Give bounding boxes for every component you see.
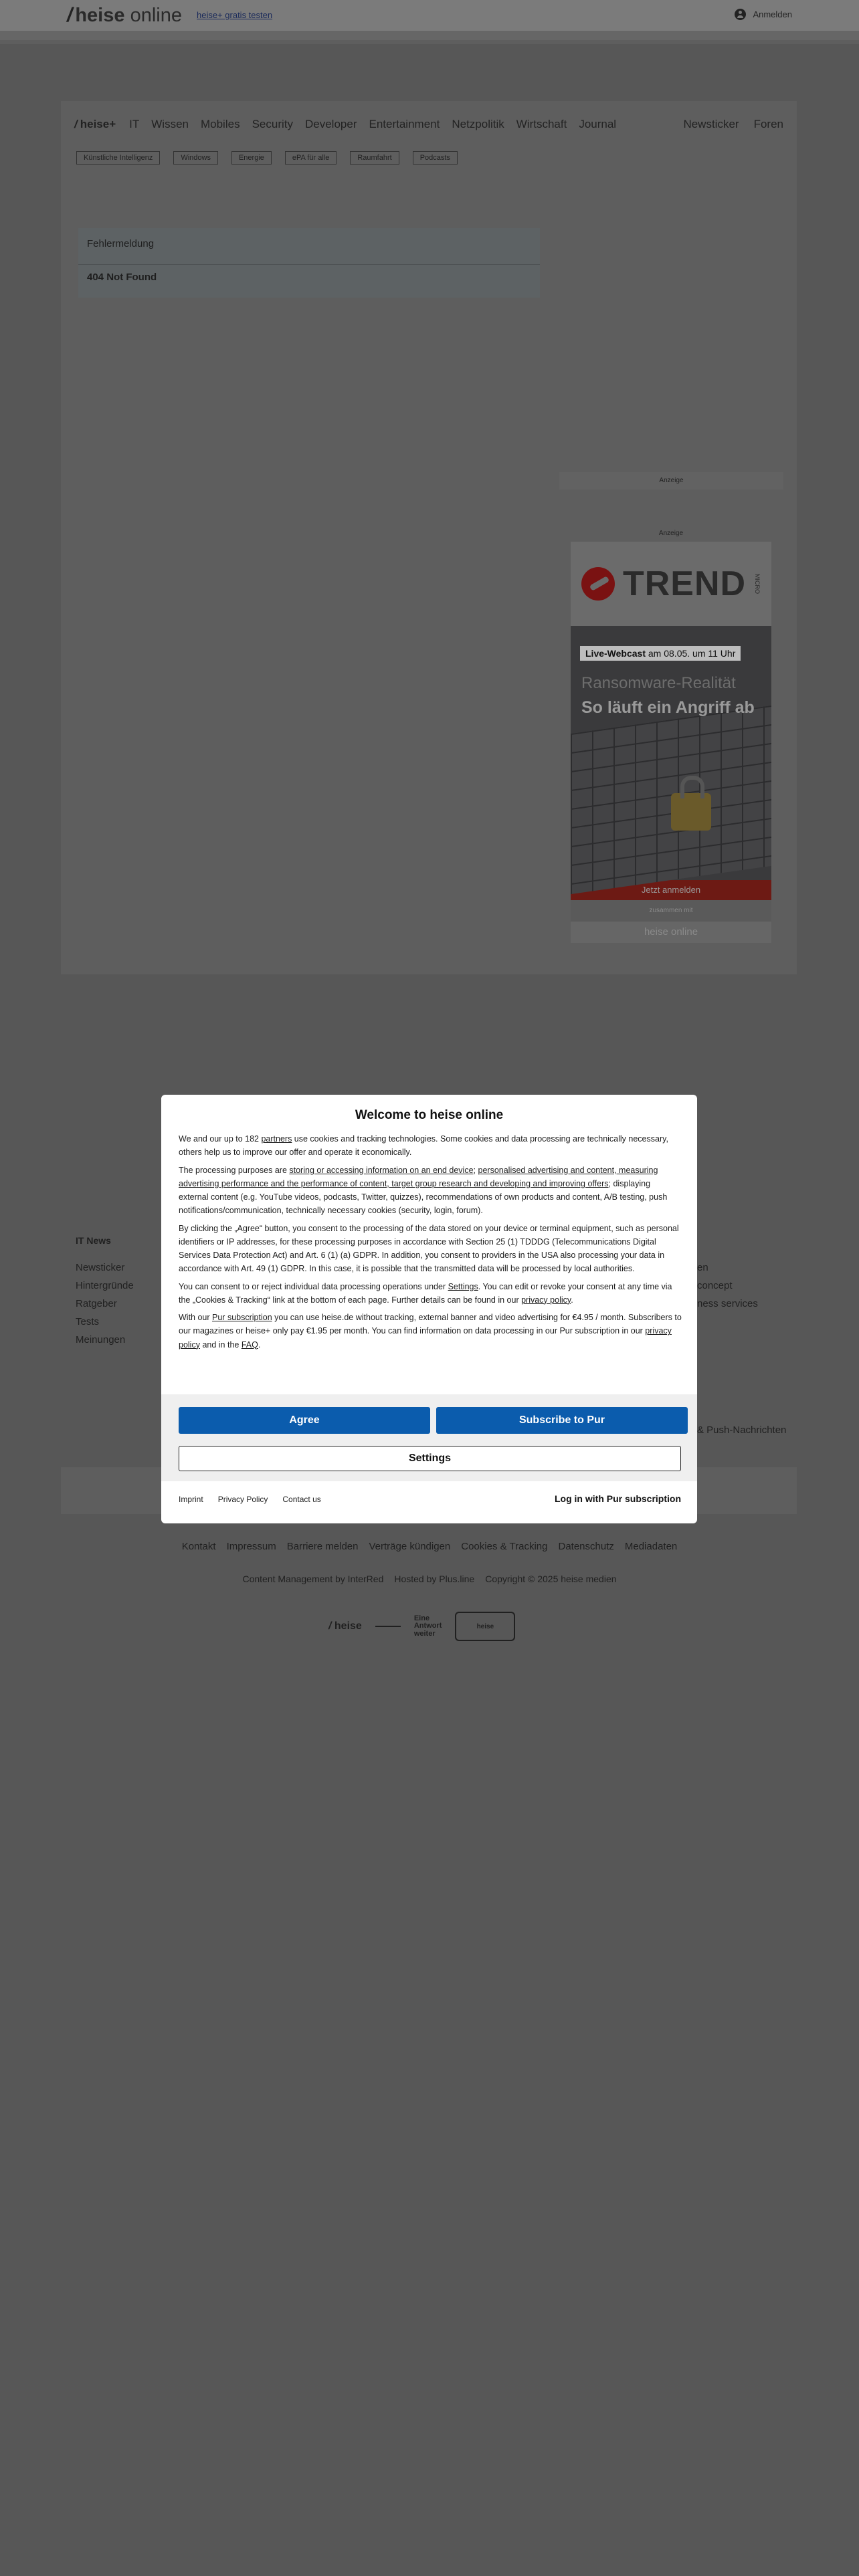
nav-item-wissen[interactable]: Wissen [151, 118, 189, 130]
ad-cta-button[interactable]: Jetzt anmelden [571, 880, 771, 900]
footer-bottom-links [0, 1541, 859, 1552]
footer-link-hintergruende[interactable]: Hintergründe [76, 1280, 134, 1291]
footer-link-partial-2[interactable]: concept [697, 1280, 733, 1291]
login-button[interactable] [735, 9, 792, 20]
error-divider [78, 264, 540, 265]
ad-slot-top: Anzeige [559, 472, 783, 490]
footer-link-mediadaten[interactable]: Mediadaten [624, 1541, 678, 1552]
consent-title: Welcome to heise online [355, 1108, 504, 1122]
trend-micro-logo-icon [581, 567, 615, 601]
consent-paragraph-5: With our Pur subscription you can use heise.de without tracking, external banner and video advertising for €4.95 / month. Subscribers to our magazines or heise+ only pay €1.95 per month. You can find information on data processing in our Pur subscription in our privacy policy and in the FAQ. [179, 1313, 682, 1350]
login-label: Anmelden [753, 9, 792, 19]
privacy-policy-footer-link[interactable]: Privacy Policy [217, 1495, 268, 1504]
footer-logos [328, 1612, 515, 1641]
footer-heading-it-news: IT News [76, 1235, 111, 1246]
footer-link-tests[interactable]: Tests [76, 1316, 100, 1327]
footer-link-partial-1[interactable]: en [697, 1262, 708, 1273]
consent-text [179, 1132, 682, 1356]
ad-image [571, 626, 771, 880]
consent-paragraph-1: We and our up to 182 partners use cookies and tracking technologies. Some cookies and data processing are technically necessary, others help us to improve our offer and operate it economically. [179, 1134, 668, 1158]
footer-badge[interactable]: heise [455, 1612, 515, 1641]
heise-online-logo[interactable]: / heise online [67, 4, 182, 26]
trend-micro-ad[interactable] [571, 542, 771, 943]
nav-item-wirtschaft[interactable]: Wirtschaft [516, 118, 567, 130]
footer-meta-cms[interactable]: Content Management by InterRed [242, 1574, 384, 1584]
footer-link-newsticker[interactable]: Newsticker [76, 1262, 125, 1273]
footer-meta [0, 1574, 859, 1584]
heise-footer-logo[interactable]: / heise [328, 1620, 362, 1632]
nav-item-mobiles[interactable]: Mobiles [200, 118, 240, 130]
nav-item-developer[interactable]: Developer [305, 118, 357, 130]
consent-footer-links [179, 1495, 321, 1504]
heise-slash-icon: / [67, 4, 73, 26]
footer-link-cookies[interactable]: Cookies & Tracking [461, 1541, 548, 1552]
settings-link[interactable]: Settings [448, 1281, 478, 1291]
footer-push-link[interactable]: & Push-Nachrichten [697, 1424, 787, 1436]
nav-item-journal[interactable]: Journal [579, 118, 617, 130]
ad-header [571, 542, 771, 626]
footer-link-kontakt[interactable]: Kontakt [181, 1541, 216, 1552]
privacy-policy-link[interactable]: privacy policy [521, 1295, 571, 1305]
ad-webcast-label: Live-Webcast am 08.05. um 11 Uhr [580, 646, 741, 661]
heise-plus-nav-logo[interactable]: / heise+ [74, 118, 116, 130]
tag-raumfahrt[interactable]: Raumfahrt [350, 151, 399, 165]
tag-podcasts[interactable]: Podcasts [413, 151, 458, 165]
header-shadow [0, 31, 859, 40]
ad-subheadline: Ransomware-Realität [581, 674, 736, 692]
header-divider [0, 40, 859, 44]
agree-button[interactable]: Agree [179, 1407, 430, 1434]
consent-paragraph-2: The processing purposes are storing or accessing information on an end device; personalised advertising and content, measuring advertising performance and the performance of content, target group research and developing and improving offers; displaying external content (e.g. YouTube videos, podcasts, Twitter, quizzes), recommendations of own products and content, A/B testing, push notifications/communication, technically necessary cookies (security, login, forum). [179, 1165, 668, 1216]
faq-link[interactable]: FAQ [241, 1339, 258, 1350]
footer-link-ratgeber[interactable]: Ratgeber [76, 1298, 117, 1309]
error-title: Fehlermeldung [87, 238, 155, 249]
pur-subscription-link[interactable]: Pur subscription [212, 1313, 272, 1322]
pur-privacy-policy-link[interactable]: privacy policy [179, 1326, 672, 1350]
consent-paragraph-4: You can consent to or reject individual data processing operations under Settings. You can edit or revoke your consent at any time via the „Cookies & Tracking“ link at the bottom of each page. Further details can be found in our privacy policy. [179, 1281, 672, 1305]
user-icon [735, 9, 746, 20]
consent-paragraph-3: By clicking the „Agree“ button, you consent to the processing of the data stored on your device or terminal equipment, such as personal identifiers or IP addresses, for these processing purposes in accordance with Section 25 (1) TDDDG (Telecommunications Digital Services Data Protection Act) and Art. 6 (1) (a) GDPR. In addition, you consent to providers in the USA also processing your data in accordance with Art. 49 (1) GDPR. In this case, it is possible that the transmitted data will be processed by local authorities. [179, 1223, 679, 1274]
footer-link-impressum[interactable]: Impressum [226, 1541, 276, 1552]
footer-divider-line [375, 1626, 401, 1627]
padlock-icon [671, 793, 711, 831]
top-header [0, 0, 859, 31]
ad-brand: TREND [622, 564, 747, 603]
nav-item-newsticker[interactable]: Newsticker [683, 118, 739, 130]
subscribe-pur-button[interactable]: Subscribe to Pur [436, 1407, 688, 1434]
tag-energie[interactable]: Energie [231, 151, 272, 165]
ad-footer-brand: heise online [571, 922, 771, 943]
main-nav [74, 114, 783, 134]
footer-link-barriere[interactable]: Barriere melden [286, 1541, 359, 1552]
topic-tags [76, 151, 458, 165]
footer-link-meinungen[interactable]: Meinungen [76, 1334, 126, 1346]
personalised-ads-link[interactable]: personalised advertising and content, measuring advertising performance and the performance of content, target group research and developing and improving offers [179, 1165, 658, 1188]
storing-info-link[interactable]: storing or accessing information on an end device [289, 1165, 474, 1175]
nav-item-foren[interactable]: Foren [753, 118, 783, 130]
footer-meta-copyright: Copyright © 2025 heise medien [485, 1574, 617, 1584]
imprint-link[interactable]: Imprint [179, 1495, 203, 1504]
heise-slash-icon: / [74, 118, 78, 130]
nav-item-netzpolitik[interactable]: Netzpolitik [452, 118, 504, 130]
error-message: 404 Not Found [87, 272, 157, 283]
ad-headline: So läuft ein Angriff ab [581, 698, 755, 717]
heise-plus-trial-link[interactable]: heise+ gratis testen [197, 10, 273, 20]
tag-windows[interactable]: Windows [173, 151, 218, 165]
ad-brand-sub: MICRO [754, 574, 761, 594]
cookie-consent-dialog [161, 1095, 697, 1523]
footer-link-datenschutz[interactable]: Datenschutz [558, 1541, 614, 1552]
contact-us-link[interactable]: Contact us [282, 1495, 321, 1504]
nav-item-entertainment[interactable]: Entertainment [369, 118, 440, 130]
nav-item-security[interactable]: Security [252, 118, 293, 130]
footer-meta-hosting[interactable]: Hosted by Plus.line [394, 1574, 475, 1584]
settings-button[interactable]: Settings [179, 1446, 681, 1471]
tag-epa[interactable]: ePA für alle [285, 151, 337, 165]
footer-link-partial-3[interactable]: ness services [697, 1298, 758, 1309]
tag-ki[interactable]: Künstliche Intelligenz [76, 151, 160, 165]
ad-footer-note: zusammen mit [571, 900, 771, 922]
pur-login-link[interactable]: Log in with Pur subscription [555, 1493, 681, 1504]
partners-link[interactable]: partners [261, 1134, 292, 1144]
footer-link-vertraege[interactable]: Verträge kündigen [369, 1541, 451, 1552]
ad-label: Anzeige [658, 530, 684, 537]
nav-item-it[interactable]: IT [129, 118, 140, 130]
footer-tagline: Eine Antwort weiter [413, 1614, 442, 1638]
